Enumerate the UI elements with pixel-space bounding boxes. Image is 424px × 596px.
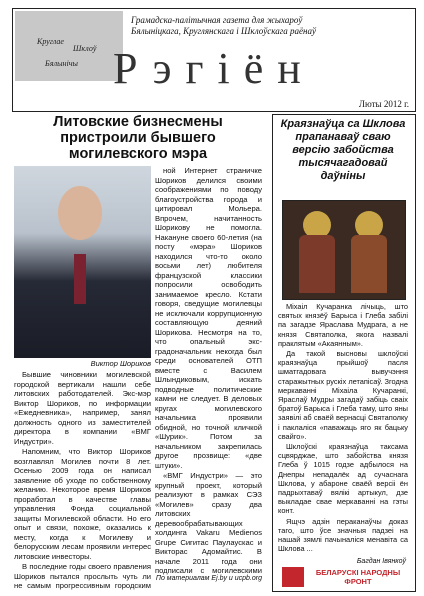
saint-figure (299, 235, 335, 293)
article-column-2 (155, 166, 262, 576)
photo-caption: Виктор Шориков (90, 359, 151, 368)
map-label: Круглае (37, 37, 64, 46)
tagline-line: Грамадска-палітычная газета для жыхароў (131, 15, 303, 25)
newspaper-title: Рэгіён (113, 44, 315, 93)
portrait-photo (14, 166, 151, 358)
region-map-image (15, 11, 123, 81)
issue-date: Люты 2012 г. (358, 99, 409, 109)
article-paragraph: ной Интернет страничке Шориков делился своими соображениями по поводу благоустройства города и цитировал Мольера. Впрочем, начитанность Шорикову не помогла. Накануне своего 60-летия (на посту «мэра» Шориков находился что-то около восьми лет) любителя французской классики попросили освободить занимаемое кресло. Кстати говоря, сведущие могилевцы не исключали коррупционную составляющую деяний Шорикова. Несмотря на то, что опальный экс-градоначальник некогда был среди основателей ОТП вместе с Василем Шлындиковым, искать подводные политические камни не следует. В деловых кругах могилевского начальника проявили обидной, но точной кличкой «Шурик». Потом за начальником закрепилась другое прозвище: «две штуки». (155, 166, 262, 470)
saints-icon-image (282, 200, 406, 300)
masthead (12, 8, 416, 112)
sidebar-paragraph: Шклоўскі краязнаўца таксама сцвярджае, што забойства князя Глеба ў 1015 годзе адбылося на Днепры непадалёк ад сучаснага Шклова, у абароне сваёй версіі ён падрыхтаваў вялікі артыкул, дзе выкладае свае меркаванні на гэты конт. (278, 442, 408, 516)
sidebar-text (278, 302, 408, 558)
photo-face (58, 186, 102, 240)
article-source: По материалам Ej.by и ucpb.org (155, 575, 262, 582)
article-headline: Литовские бизнесмены пристроили бывшего могилевского мэра (53, 114, 223, 162)
bnf-logo-text: БЕЛАРУСКІ НАРОДНЫ ФРОНТ (315, 568, 401, 586)
photo-tie (74, 254, 86, 304)
saint-figure (351, 235, 387, 293)
tagline-line: Бялыніцкага, Круглянскага і Шклоўскага раёнаў (131, 26, 316, 36)
article-paragraph: Бывшие чиновники могилевской городской вертикали нашли себе литовских работодателей. Экс-мэр Виктор Шориков, по информации «Ежедневника», например, занял должность одного из заместителей директора в компании «ВМГ Индустри». (14, 370, 151, 446)
masthead-tagline (131, 15, 411, 37)
sidebar-author: Багдан Івянкоў (356, 558, 406, 565)
article-paragraph: В последние годы своего правления Шориков пытался прослыть чуть ли не самым прогрессивным городским (14, 562, 151, 590)
map-label: Бялынічы (45, 59, 78, 68)
sidebar-headline: Краязнаўца са Шклова прапанаваў сваю версію забойства тысячагадовай даўніны (280, 118, 406, 182)
sidebar-paragraph: Да такой высновы шклоўскі краязнаўца прыйшоў пасля шматгадовага вывучэння старажытных рускіх летапісаў. Згодна меркаванні Міхаіла Кучаранкі, Яраслаў Мудры загадаў забіць сваіх братоў Барыса і Глеба таму, што яны заявілі аб сваёй вернасці Святаполку і паклаліся «паважаць яго як бацьку свайго». (278, 349, 408, 441)
sidebar-paragraph: Міхаіл Кучаранка лічыць, што святых князёў Барыса і Глеба забілі па загадзе Яраслава Мудрага, а не князя Святаполка, якога назвалі праклятым «Акаянным». (278, 302, 408, 348)
sidebar-paragraph: Ящчэ адзін пераканаўчы доказ таго, што ўсе значныя падзеі на нашай зямлі пачыналіся менавіта са Шклова ... (278, 516, 408, 554)
article-paragraph: Напомним, что Виктор Шориков возглавлял Могилев почти 8 лет. Осенью 2009 года он написал заявление об уходе по собственному желанию. Некоторое время Шориков проработал в качестве главы управления Фонда социальной защиты Могилевской области. Но его опыт и связи, похоже, оказались к месту, когда к Могилеву и белорусским лесам проявили интерес литовские инвесторы. (14, 447, 151, 561)
map-label: Шклоў (73, 44, 97, 53)
bnf-logo (282, 567, 410, 587)
bnf-logo-icon (282, 567, 304, 587)
article-column-1 (14, 370, 151, 590)
article-paragraph: «ВМГ Индустри» — это крупный проект, который реализуют в рамках СЭЗ «Могилев» сразу два литовских деревообрабатывающих холдинга Vakaru Medienos Grupe Сигитас Паулаускас и Викторас Адомайтис. В начале 2011 года они подписали с могилевскими (155, 471, 262, 575)
